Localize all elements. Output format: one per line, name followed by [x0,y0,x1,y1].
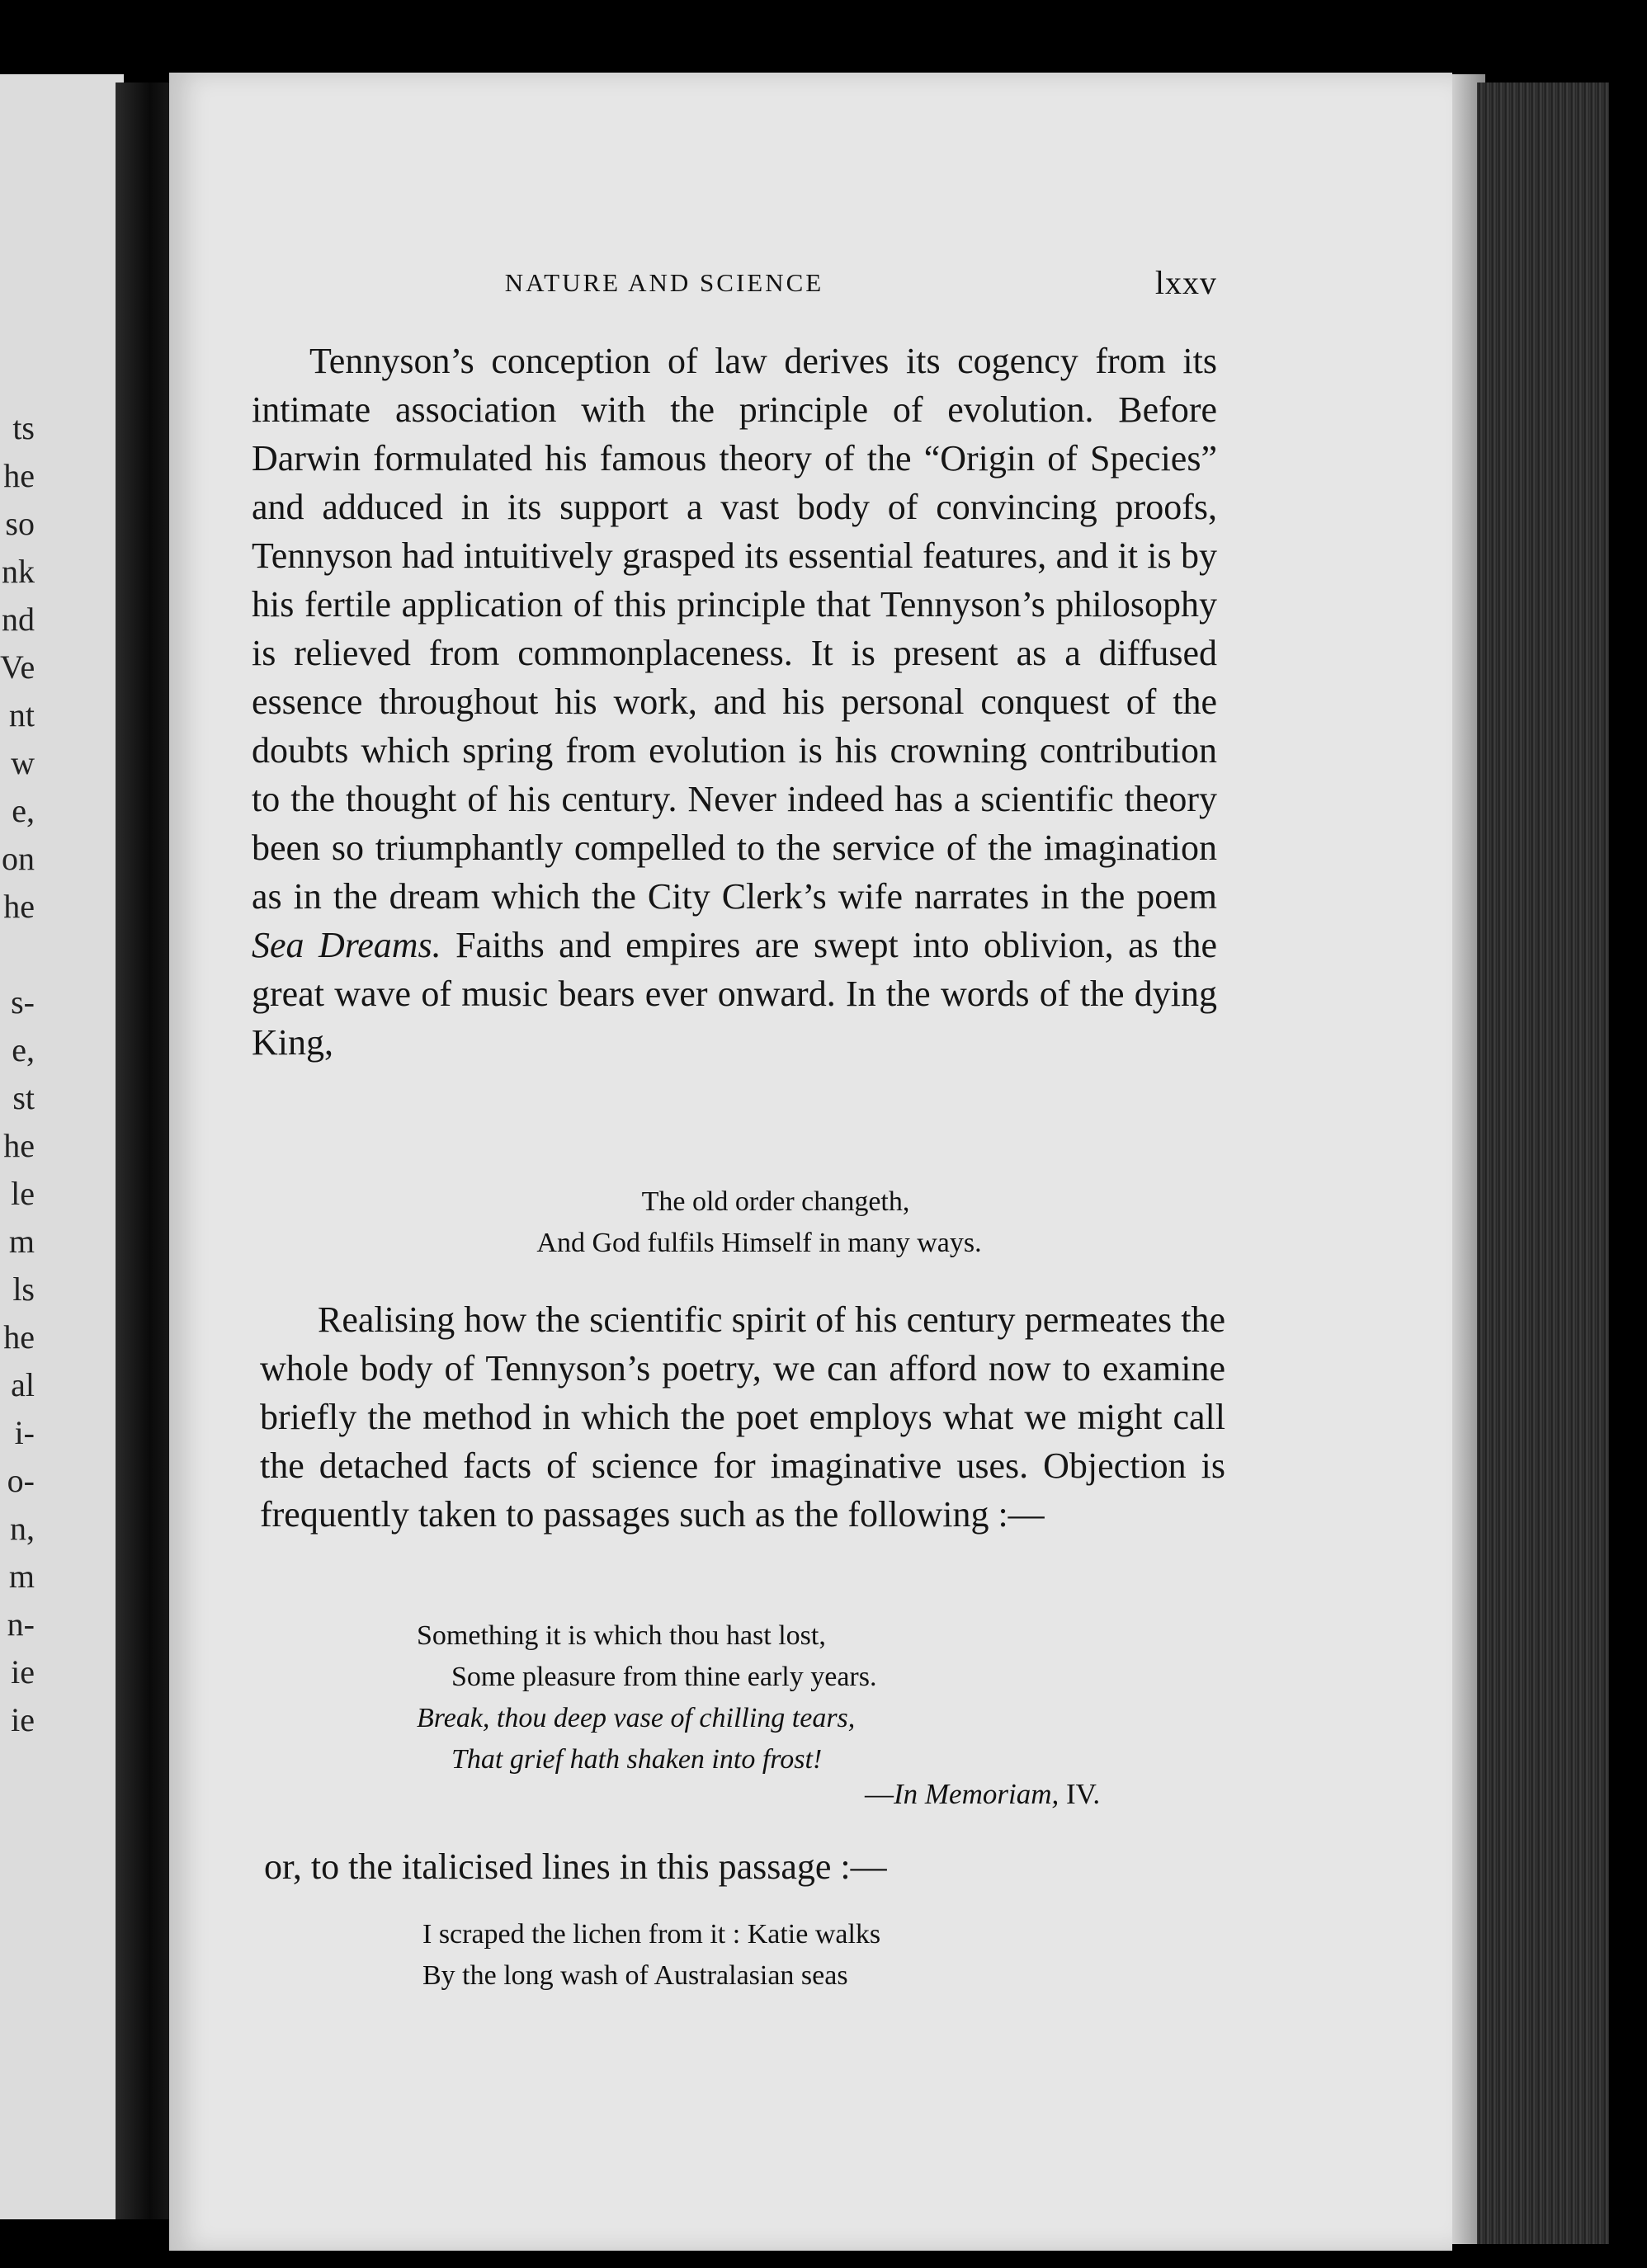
paragraph-1-italic-title: Sea Dreams. [252,925,441,965]
attribution-section: IV. [1059,1778,1101,1810]
left-page-fragment: he [3,457,35,494]
quote-2-line-3: Break, thou deep vase of chilling tears, [417,1703,856,1733]
attribution-dash: — [865,1778,894,1810]
left-page-fragment: ts [12,409,35,446]
paragraph-1-end: Faiths and empires are swept into oblivion, as the great wave of music bears ever onward. In the words of the dying King, [252,925,1217,1063]
left-page [0,74,124,2219]
quote-2-line-2: Some pleasure from thine early years. [451,1662,877,1692]
left-page-fragment: Ve [0,648,35,686]
left-page-fragment: i- [14,1414,35,1451]
attribution-work: In Memoriam, [894,1778,1059,1810]
quote-1-line-2: And God fulfils Himself in many ways. [536,1228,982,1258]
quote-2-line-1: Something it is which thou hast lost, [417,1620,826,1651]
left-page-fragment: nd [2,601,35,638]
page-number: lxxv [1154,264,1217,301]
book-fore-edge [1477,83,1609,2244]
left-page-fragment: he [3,1127,35,1164]
paragraph-1-text: Tennyson’s conception of law derives its cogency from its intimate association with the principle of evolution. Before Darwin formulated his famous theory of the “Origin of Species” and adduced in its support a vast body of convincing proofs, Tennyson had intuitively grasped its essential features, and it is by his fertile application of this principle that Tennyson’s philosophy is relieved from commonplaceness. It is present as a diffused essence throughout his work, and his personal conquest of the doubts which spring from evolution is his crowning contribution to the thought of his century. Never indeed has a scientific theory been so triumphantly compelled to the service of the imagination as in the dream which the City Clerk’s wife narrates in the poem [252,341,1217,917]
left-page-fragment: nk [2,553,35,590]
running-title: NATURE AND SCIENCE [504,268,824,297]
left-page-fragment: o- [7,1462,35,1499]
quote-3-line-2: By the long wash of Australasian seas [422,1960,848,1991]
quote-3 [422,1914,1165,1997]
quote-2 [417,1615,1159,1780]
left-page-text-fragments [0,404,35,1744]
left-page-fragment: st [12,1079,35,1116]
quote-1-line-1: The old order changeth, [641,1186,910,1217]
left-page-fragment: on [2,840,35,877]
left-page-fragment: n, [10,1510,35,1547]
left-page-fragment: ie [11,1653,35,1690]
left-page-fragment: m [8,1223,35,1260]
book-gutter [116,83,173,2219]
running-head [375,264,1217,309]
quote-2-attribution [865,1778,1100,1811]
left-page-fragment: ie [11,1701,35,1738]
left-page-fragment: he [3,1318,35,1356]
left-page-fragment: al [11,1366,35,1403]
quote-1 [446,1181,1073,1264]
paragraph-3: or, to the italicised lines in this passage :— [264,1846,887,1887]
left-page-fragment: e, [12,1031,35,1068]
quote-2-line-4: That grief hath shaken into frost! [451,1744,823,1775]
left-page-fragment: nt [8,696,35,733]
left-page-fragment: e, [12,792,35,829]
left-page-fragment: m [8,1558,35,1595]
quote-3-line-1: I scraped the lichen from it : Katie walks [422,1919,881,1950]
left-page-fragment: he [3,888,35,925]
paragraph-1 [252,337,1217,1067]
left-page-fragment: w [11,744,35,781]
paragraph-2: Realising how the scientific spirit of his century permeates the whole body of Tennyson’s poetry, we can afford now to examine briefly the method in which the poet employs what we might call the detached facts of science for imaginative uses. Objection is frequently taken to passages such as the following :— [260,1299,1225,1535]
left-page-fragment: s- [11,983,35,1021]
left-page-fragment: ls [12,1271,35,1308]
left-page-fragment: le [11,1175,35,1212]
left-page-fragment: n- [7,1606,35,1643]
left-page-fragment: so [5,505,35,542]
left-page-fragment [0,931,35,978]
